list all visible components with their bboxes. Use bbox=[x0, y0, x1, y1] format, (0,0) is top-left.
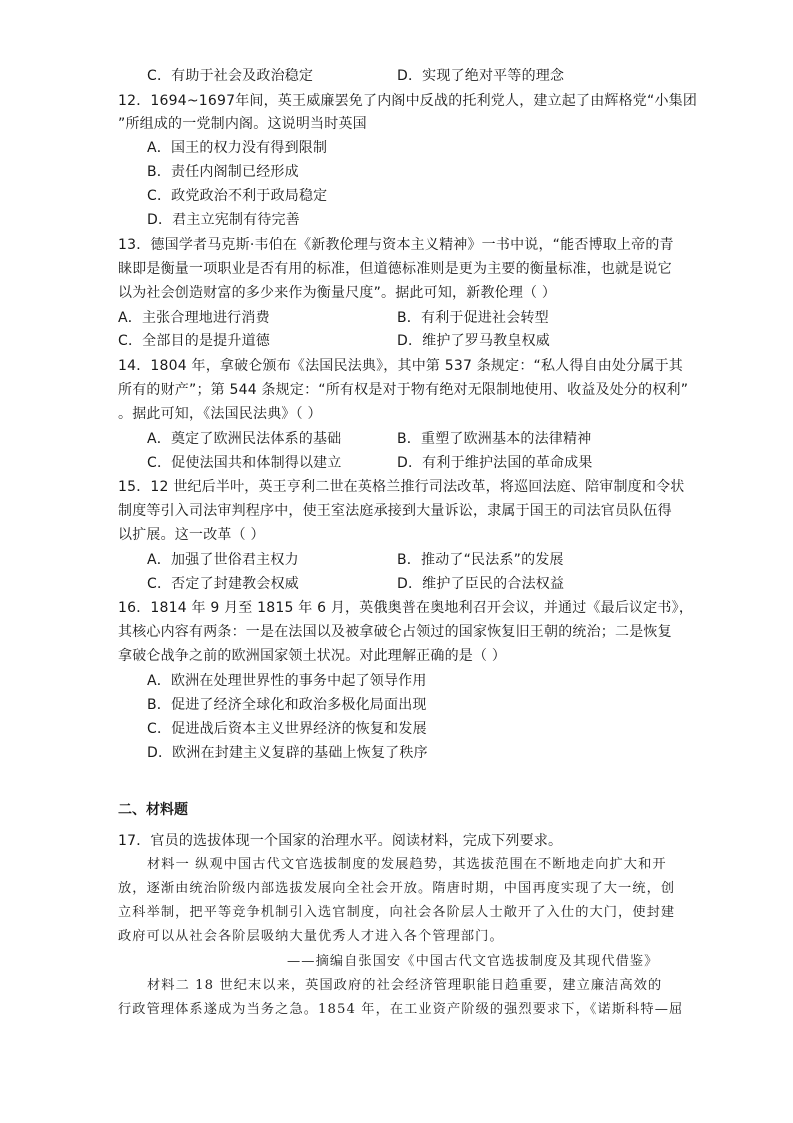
q14-option-c: C．促使法国共和体制得以建立 bbox=[147, 455, 342, 471]
q16-option-d: D．欧洲在封建主义复辟的基础上恢复了秩序 bbox=[147, 745, 428, 761]
material-2-line2: 行政管理体系遂成为当务之急。1854 年，在工业资产阶级的强烈要求下，《诺斯科特—屈 bbox=[118, 1002, 684, 1017]
q13-option-d: D．维护了罗马教皇权威 bbox=[397, 333, 550, 349]
material-1-line3: 立科举制，把平等竞争机制引入选官制度，向社会各阶层人士敞开了入仕的大门，使封建 bbox=[118, 905, 676, 920]
q16-option-a: A．欧洲在处理世界性的事务中起了领导作用 bbox=[147, 673, 427, 689]
material-1-line2: 放，逐渐由统治阶级内部选拔发展向全社会开放。隋唐时期，中国再度实现了大一统，创 bbox=[118, 881, 676, 896]
q16-stem-line2: 其核心内容有两条：一是在法国以及被拿破仑占领过的国家恢复旧王朝的统治；二是恢复 bbox=[118, 624, 672, 640]
q15-stem-line1: 15．12 世纪后半叶，英王亨利二世在英格兰推行司法改革，将巡回法庭、陪审制度和令状 bbox=[118, 479, 685, 495]
material-1-source: ——摘编自张国安《中国古代文官选拔制度及其现代借鉴》 bbox=[287, 954, 659, 969]
q12-option-a: A．国王的权力没有得到限制 bbox=[147, 140, 328, 156]
q15-option-a: A．加强了世俗君主权力 bbox=[147, 552, 299, 568]
q17-stem: 17．官员的选拔体现一个国家的治理水平。阅读材料，完成下列要求。 bbox=[118, 833, 563, 849]
q14-stem-line2: 所有的财产”；第 544 条规定：“所有权是对于物有绝对无限制地使用、收益及处分的权利” bbox=[118, 382, 689, 398]
q12-option-b: B．责任内阁制已经形成 bbox=[147, 164, 299, 180]
q16-stem-line1: 16．1814 年 9 月至 1815 年 6 月，英俄奥普在奥地利召开会议，并通过《最后议定书》， bbox=[118, 600, 694, 616]
q12-stem-line2: ”所组成的一党制内阁。这说明当时英国 bbox=[118, 116, 367, 132]
q11-option-c: C．有助于社会及政治稳定 bbox=[147, 68, 314, 84]
q16-stem-line3: 拿破仑战争之前的欧洲国家领土状况。对此理解正确的是（ ） bbox=[118, 648, 507, 664]
q13-option-b: B．有利于促进社会转型 bbox=[397, 310, 549, 326]
q15-stem-line3: 以扩展。这一改革（ ） bbox=[118, 527, 265, 543]
section-title: 二、材料题 bbox=[118, 802, 188, 818]
q13-option-c: C．全部目的是提升道德 bbox=[118, 333, 270, 349]
q14-stem-line3: 。据此可知，《法国民法典》（ ） bbox=[118, 406, 322, 422]
q13-option-a: A．主张合理地进行消费 bbox=[118, 310, 270, 326]
q11-option-d: D．实现了绝对平等的理念 bbox=[397, 68, 565, 84]
q15-option-c: C．否定了封建教会权威 bbox=[147, 576, 299, 592]
q13-stem-line2: 睐即是衡量一项职业是否有用的标准，但道德标准则是更为主要的衡量标准，也就是说它 bbox=[118, 261, 672, 277]
q14-option-d: D．有利于维护法国的革命成果 bbox=[397, 455, 593, 471]
q14-option-a: A．奠定了欧洲民法体系的基础 bbox=[147, 431, 342, 447]
q16-option-b: B．促进了经济全球化和政治多极化局面出现 bbox=[147, 697, 427, 713]
q16-option-c: C．促进战后资本主义世界经济的恢复和发展 bbox=[147, 721, 427, 737]
q13-stem-line3: 以为社会创造财富的多少来作为衡量尺度”。据此可知，新教伦理（ ） bbox=[118, 285, 557, 301]
q14-stem-line1: 14．1804 年，拿破仑颁布《法国民法典》，其中第 537 条规定：“私人得自由处分属于其 bbox=[118, 358, 683, 374]
q14-option-b: B．重塑了欧洲基本的法律精神 bbox=[397, 431, 592, 447]
q15-option-b: B．推动了“民法系”的发展 bbox=[397, 552, 564, 568]
material-2-line1: 材料二 18 世纪末以来，英国政府的社会经济管理职能日趋重要，建立廉洁高效的 bbox=[147, 978, 663, 993]
q12-stem-line1: 12．1694~1697年间，英王威廉罢免了内阁中反战的托利党人，建立起了由辉格党“小集团 bbox=[118, 93, 698, 109]
q12-option-d: D．君主立宪制有待完善 bbox=[147, 212, 300, 228]
q15-option-d: D．维护了臣民的合法权益 bbox=[397, 576, 565, 592]
q12-option-c: C．政党政治不利于政局稳定 bbox=[147, 188, 328, 204]
q13-stem-line1: 13．德国学者马克斯·韦伯在《新教伦理与资本主义精神》一书中说，“能否博取上帝的青 bbox=[118, 237, 674, 253]
q15-stem-line2: 制度等引入司法审判程序中，使王室法庭承接到大量诉讼，隶属于国王的司法官员队伍得 bbox=[118, 503, 672, 519]
material-1-line1: 材料一 纵观中国古代文官选拔制度的发展趋势，其选拔范围在不断地走向扩大和开 bbox=[147, 857, 667, 872]
material-1-line4: 政府可以从社会各阶层吸纳大量优秀人才进入各个管理部门。 bbox=[118, 929, 504, 944]
